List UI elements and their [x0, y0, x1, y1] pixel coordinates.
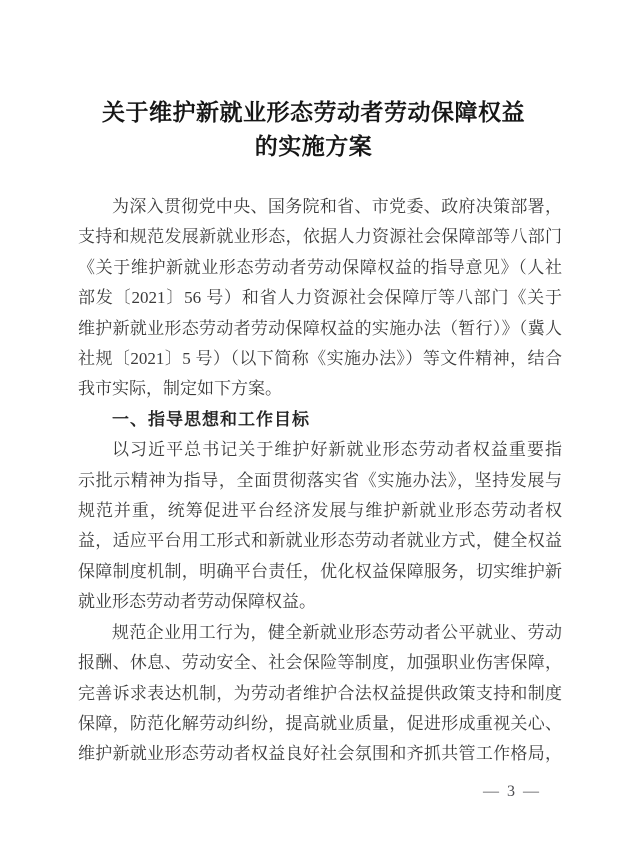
body-line: 《关于维护新就业形态劳动者劳动保障权益的指导意见》（人社 — [78, 257, 562, 277]
body-line: 社规〔2021〕5 号）（以下简称《实施办法》）等文件精神，结合 — [78, 349, 562, 369]
body-line: 益，适应平台用工形式和新就业形态劳动者就业方式，健全权益 — [78, 531, 562, 551]
body-line: 规范并重，统筹促进平台经济发展与维护新就业形态劳动者权 — [78, 501, 562, 521]
page-number: — 3 — — [483, 783, 541, 800]
body-line: 维护新就业形态劳动者权益良好社会氛围和齐抓共管工作格局， — [78, 744, 562, 764]
body-line: 为深入贯彻党中央、国务院和省、市党委、政府决策部署， — [112, 197, 562, 216]
body-line: 支持和规范发展新就业形态，依据人力资源社会保障部等八部门 — [78, 227, 562, 247]
paragraph-guiding-ideology — [78, 435, 562, 617]
body-line: 保障，防范化解劳动纠纷，提高就业质量，促进形成重视关心、 — [78, 713, 562, 733]
document-title — [0, 0, 627, 164]
document-body — [78, 192, 562, 770]
title-line-2: 的实施方案 — [254, 134, 373, 159]
body-line: 以习近平总书记关于维护好新就业形态劳动者权益重要指 — [112, 440, 562, 460]
title-line-1: 关于维护新就业形态劳动者劳动保障权益 — [102, 100, 525, 125]
body-line: 就业形态劳动者劳动保障权益。 — [78, 592, 316, 612]
body-line: 我市实际，制定如下方案。 — [78, 379, 282, 399]
section-heading-1: 一、指导思想和工作目标 — [112, 409, 310, 429]
body-line: 报酬、休息、劳动安全、社会保险等制度，加强职业伤害保障， — [78, 653, 562, 673]
body-line: 示批示精神为指导，全面贯彻落实省《实施办法》，坚持发展与 — [78, 470, 562, 490]
body-line: 规范企业用工行为，健全新就业形态劳动者公平就业、劳动 — [112, 622, 562, 642]
paragraph-intro — [78, 192, 562, 405]
paragraph-work-goals — [78, 618, 562, 770]
body-line: 完善诉求表达机制，为劳动者维护合法权益提供政策支持和制度 — [78, 683, 562, 703]
body-line: 维护新就业形态劳动者劳动保障权益的实施办法（暂行）》（冀人 — [78, 318, 562, 338]
body-line: 部发〔2021〕56 号）和省人力资源社会保障厅等八部门《关于 — [78, 288, 562, 308]
body-line: 保障制度机制，明确平台责任，优化权益保障服务，切实维护新 — [78, 561, 562, 581]
